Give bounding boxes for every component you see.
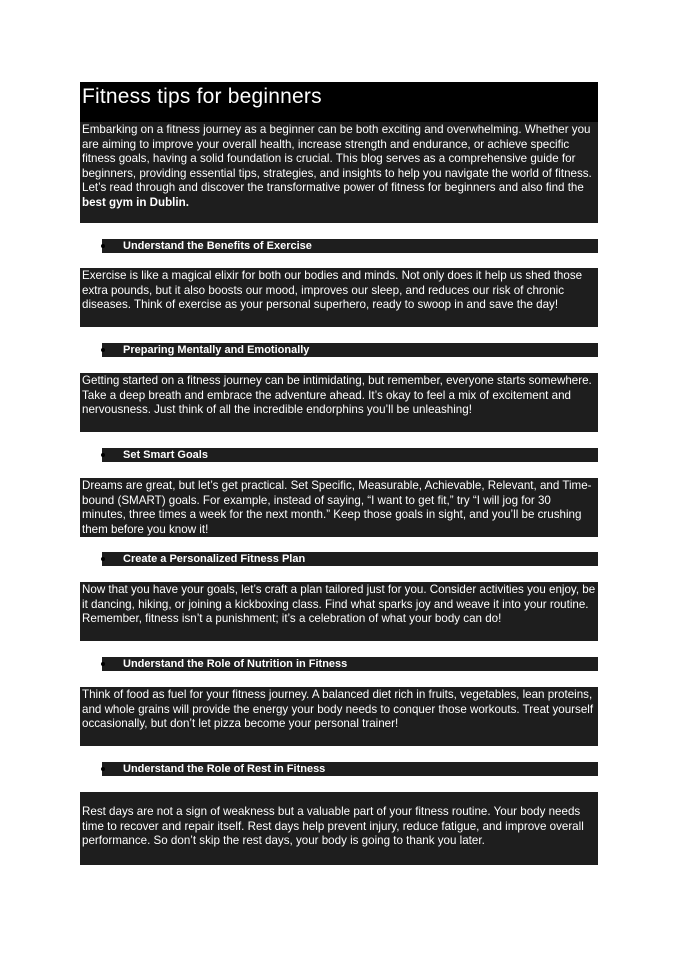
section-text: Exercise is like a magical elixir for both our bodies and minds. Not only does it help us shed those extra pounds, but it also boosts our mood, improves our sleep, and reduces our risk of chronic diseases. Think of exercise as your personal superhero, ready to swoop in and save the day!: [82, 269, 583, 312]
section-paragraph-nutrition: [80, 687, 598, 746]
intro-text: Embarking on a fitness journey as a beginner can be both exciting and overwhelming. Whether you are aiming to improve your overall health, increase strength and endurance, or achieve specific fitness goals, having a solid foundation is crucial. This blog serves as a comprehensive guide for beginners, providing essential tips, strategies, and insights to help you navigate the world of fitness. Let’s read through and discover the transformative power of fitness for beginners and also find the: [82, 123, 592, 195]
section-paragraph-rest: [80, 792, 598, 865]
section-heading-text: Set Smart Goals: [123, 449, 208, 461]
section-text: Rest days are not a sign of weakness but a valuable part of your fitness routine. Your body needs time to recover and repair itself. Rest days help prevent injury, reduce fatigue, and improve overall performance. So don’t skip the rest days, your body is going to thank you later.: [82, 805, 584, 848]
bullet-icon: [101, 662, 105, 666]
bullet-icon: [101, 767, 105, 771]
section-heading-text: Understand the Role of Rest in Fitness: [123, 763, 326, 775]
section-text: Think of food as fuel for your fitness journey. A balanced diet rich in fruits, vegetables, lean proteins, and whole grains will provide the energy your body needs to conquer those workouts. Treat yourself occasionally, but don’t let pizza become your personal trainer!: [82, 688, 594, 731]
section-heading-text: Preparing Mentally and Emotionally: [123, 344, 310, 356]
section-heading-text: Understand the Role of Nutrition in Fitness: [123, 658, 348, 670]
bullet-icon: [101, 348, 105, 352]
section-text: Now that you have your goals, let’s craft a plan tailored just for you. Consider activities you enjoy, be it dancing, hiking, or joining a kickboxing class. Find what sparks joy and weave it into your routine. Remember, fitness isn’t a punishment; it’s a celebration of what your body can do!: [82, 583, 596, 626]
section-paragraph-smart-goals: [80, 478, 598, 537]
section-paragraph-fitness-plan: [80, 582, 598, 641]
section-heading-nutrition: [102, 657, 598, 671]
intro-bold-link-text: best gym in Dublin.: [82, 195, 189, 209]
page-title: [80, 82, 598, 122]
page-title-text: Fitness tips for beginners: [82, 85, 322, 108]
document-page: [80, 82, 598, 865]
section-heading-text: Create a Personalized Fitness Plan: [123, 553, 306, 565]
section-text: Getting started on a fitness journey can be intimidating, but remember, everyone starts somewhere. Take a deep breath and embrace the adventure ahead. It’s okay to feel a mix of excitement and nervousness. Just think of all the incredible endorphins you’ll be unleashing!: [82, 374, 592, 417]
section-heading-preparing: [102, 343, 598, 357]
section-heading-text: Understand the Benefits of Exercise: [123, 240, 312, 252]
section-heading-fitness-plan: [102, 552, 598, 566]
section-heading-smart-goals: [102, 448, 598, 462]
intro-paragraph: [80, 122, 598, 223]
bullet-icon: [101, 244, 105, 248]
section-heading-rest: [102, 762, 598, 776]
section-paragraph-benefits: [80, 268, 598, 327]
bullet-icon: [101, 557, 105, 561]
section-text: Dreams are great, but let’s get practical. Set Specific, Measurable, Achievable, Relevant, and Time-bound (SMART) goals. For example, instead of saying, “I want to get fit,” try “I will jog for 30 minutes, three times a week for the next month.” Keep those goals in sight, and you’ll be crushing them before you know it!: [82, 479, 592, 536]
section-heading-benefits: [102, 239, 598, 253]
section-paragraph-preparing: [80, 373, 598, 432]
bullet-icon: [101, 453, 105, 457]
